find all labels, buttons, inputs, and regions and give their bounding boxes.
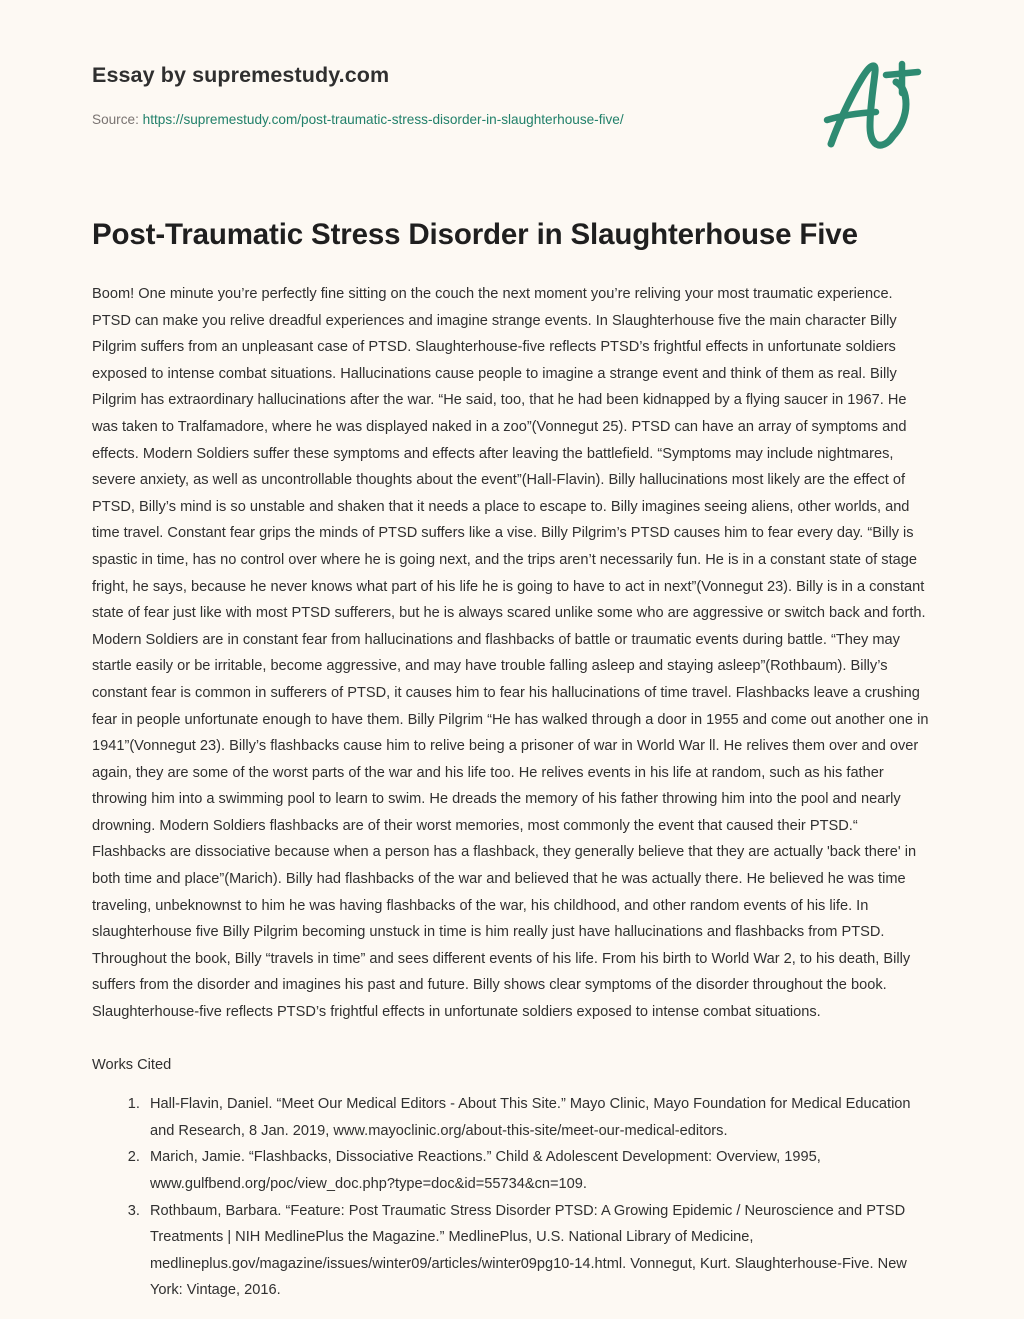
source-url-link[interactable]: https://supremestudy.com/post-traumatic-stress-disorder-in-slaughterhouse-five/ xyxy=(142,111,624,127)
citation-item: 2. Marich, Jamie. “Flashbacks, Dissociative Reactions.” Child & Adolescent Development: Overview, 1995, www.gulfbend.org/poc/view_doc.php?type=doc&id=55734&cn=109. xyxy=(144,1144,932,1197)
source-label: Source: xyxy=(92,111,139,127)
works-cited-list xyxy=(92,1091,932,1304)
essay-body-text: Boom! One minute you’re perfectly fine sitting on the couch the next moment you’re reliving your most traumatic experience. PTSD can make you relive dreadful experiences and imagine strange events. In Slaughterhouse five the main character Billy Pilgrim suffers from an unpleasant case of PTSD. Slaughterhouse-five reflects PTSD’s frightful effects in unfortunate soldiers exposed to intense combat situations. Hallucinations cause people to imagine a strange event and think of them as real. Billy Pilgrim has extraordinary hallucinations after the war. “He said, too, that he had been kidnapped by a flying saucer in 1967. He was taken to Tralfamadore, where he was displayed naked in a zoo”(Vonnegut 25). PTSD can have an array of symptoms and effects. Modern Soldiers suffer these symptoms and effects after leaving the battlefield. “Symptoms may include nightmares, severe anxiety, as well as uncontrollable thoughts about the event”(Hall-Flavin). Billy hallucinations most likely are the effect of PTSD, Billy’s mind is so unstable and shaken that it needs a place to escape to. Billy imagines seeing aliens, other worlds, and time travel. Constant fear grips the minds of PTSD suffers like a vise. Billy Pilgrim’s PTSD causes him to fear every day. “Billy is spastic in time, has no control over where he is going next, and the trips aren’t necessarily fun. He is in a constant state of stage fright, he says, because he never knows what part of his life he is going to have to act in next”(Vonnegut 23). Billy is in a constant state of fear just like with most PTSD sufferers, but he is always scared unlike some who are aggressive or switch back and forth. Modern Soldiers are in constant fear from hallucinations and flashbacks of battle or traumatic events during battle. “They may startle easily or be irritable, become aggressive, and may have trouble falling asleep and staying asleep”(Rothbaum). Billy’s constant fear is common in sufferers of PTSD, it causes him to fear his hallucinations of time travel. Flashbacks leave a crushing fear in people unfortunate enough to have them. Billy Pilgrim “He has walked through a door in 1955 and come out another one in 1941”(Vonnegut 23). Billy’s flashbacks cause him to relive being a prisoner of war in World War ll. He relives them over and over again, they are some of the worst parts of the war and his life too. He relives events in his life at random, such as his father throwing him into a swimming pool to learn to swim. He dreads the memory of his father throwing him into the pool and nearly drowning. Modern Soldiers flashbacks are of their worst memories, most commonly the event that caused their PTSD.“ Flashbacks are dissociative because when a person has a flashback, they generally believe that they are actually 'back there' in both time and place”(Marich). Billy had flashbacks of the war and believed that he was actually there. He believed he was time traveling, unbeknownst to him he was having flashbacks of the war, his childhood, and other random events of his life. In slaughterhouse five Billy Pilgrim becoming unstuck in time is him really just have hallucinations and flashbacks from PTSD. Throughout the book, Billy “travels in time” and sees different events of his life. From his birth to World War 2, to his death, Billy suffers from the disorder and imagines his past and future. Billy shows clear symptoms of the disorder throughout the book. Slaughterhouse-five reflects PTSD’s frightful effects in unfortunate soldiers exposed to intense combat situations. xyxy=(92,286,929,1021)
page-title: Post-Traumatic Stress Disorder in Slaughterhouse Five xyxy=(92,218,858,252)
source-line xyxy=(92,111,932,129)
brand-title: Essay by supremestudy.com xyxy=(92,63,390,87)
document-header xyxy=(92,0,932,129)
a-plus-logo-icon xyxy=(818,52,940,156)
citation-item: 1. Hall-Flavin, Daniel. “Meet Our Medical Editors - About This Site.” Mayo Clinic, Mayo Foundation for Medical Education and Research, 8 Jan. 2019, www.mayoclinic.org/about-this-site/meet-our-medical-editors. xyxy=(144,1091,932,1144)
citation-item: 3. Rothbaum, Barbara. “Feature: Post Traumatic Stress Disorder PTSD: A Growing Epidemic / Neuroscience and PTSD Treatments | NIH MedlinePlus the Magazine.” MedlinePlus, U.S. National Library of Medicine, medlineplus.gov/magazine/issues/winter09/articles/winter09pg10-14.html. Vonnegut, Kurt. Slaughterhouse-Five. New York: Vintage, 2016. xyxy=(144,1198,932,1304)
works-cited-heading: Works Cited xyxy=(92,1056,172,1073)
